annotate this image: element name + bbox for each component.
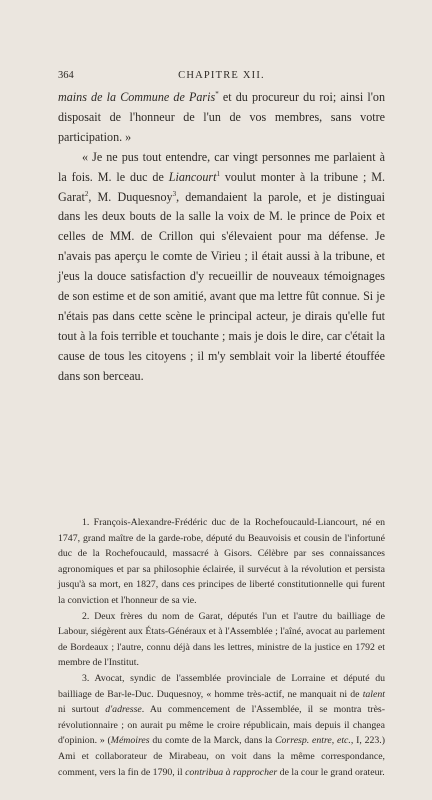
italic-word: d'adresse (105, 704, 142, 716)
italic-name: Liancourt (168, 169, 217, 184)
text-run: , M. Duquesnoy (88, 189, 173, 204)
italic-word: mains de la Commune de Paris (58, 90, 216, 104)
main-text (58, 88, 385, 387)
text-run: , demandaient la parole, et je distinguai dans les deux bouts de la salle la voix de M. le prince de Poix et celles de MM. de Crillon qui s'élevaient pour ma défense. Je n'avais pas aperçu le comte de Virieu ; il était aussi à la tribune, et j'eus la douce satisfaction d'y recueillir de nouveaux témoignages de son estime et de son amitié, avant que ma lettre fût connue. Si je n'étais pas dans cette scène le principal acteur, je dirais qu'elle fut tout à la fois terrible et touchante ; mais je dois le dire, car c'était la cause de tous les citoyens ; il m'y semblait voir la liberté étouffée dans son berceau. (58, 189, 385, 383)
text-run: du comte de la Marck, dans la (149, 735, 275, 747)
footnote-3 (58, 671, 385, 780)
page-number: 364 (58, 70, 74, 81)
footnote-1: 1. François-Alexandre-Frédéric duc de la Rochefoucauld-Liancourt, né en 1747, grand maître de la garde-robe, député du Beauvoisis et cousin de l'infortuné duc de la Rochefoucauld, massacré à Gisors. Célèbre par ses connaissances agronomiques et par sa philosophie éclairée, il survécut à la révolution et persista jusqu'à sa mort, en 1827, dans ces principes de liberté constitutionnelle qui furent la conviction et l'honneur de sa vie. (58, 517, 385, 606)
text-run: ni surtout (58, 704, 106, 716)
italic-title: Mémoires (110, 735, 150, 747)
italic-title: Corresp. entre, etc. (275, 735, 351, 747)
text-run: de la cour le grand orateur. (277, 766, 385, 778)
text-run: . Au commencement de l'Assemblée, il se montra très-révolutionnaire ; on aurait pu même le croire républicain, mais depuis il changea d'opinion. » ( (58, 704, 385, 747)
footnote-ref-2: 2 (84, 189, 89, 198)
footnote-2: 2. Deux frères du nom de Garat, députés l'un et l'autre du bailliage de Labour, siégèrent aux États-Généraux et à l'Assemblée ; l'aîné, avocat au parlement de Bordeaux ; l'autre, connu déjà dans les lettres, ministre de la justice en 1792 et membre de l'Institut. (58, 610, 385, 669)
text-run: , I, 223.) Ami et collaborateur de Mirabeau, on voit dans la même correspondance, comment, vers la fin de 1790, il (58, 735, 385, 778)
text-run: 3. Avocat, syndic de l'assemblée provinciale de Lorraine et député du bailliage de Bar-le-Duc. Duquesnoy, « homme très-actif, ne manquait ni de (58, 672, 385, 700)
paragraph-continued (58, 88, 385, 148)
paragraph-quote (58, 148, 385, 387)
footnote-ref: * (215, 90, 219, 98)
chapter-title: CHAPITRE XII. (178, 70, 265, 81)
text-run: et du procureur du roi; ainsi l'on disposait de l'honneur de l'un de vos membres, sans votre participation. » (58, 90, 385, 144)
footnote-ref-3: 3 (172, 189, 177, 198)
running-header (58, 70, 385, 84)
footnotes (58, 515, 385, 780)
text-run: voulut monter à la tribune ; M. Garat (58, 169, 385, 204)
footnote-ref-1: 1 (216, 169, 220, 178)
text-run: « Je ne pus tout entendre, car vingt personnes me parlaient à la fois. M. le duc de (58, 149, 385, 184)
italic-phrase: contribua à rapprocher (185, 766, 278, 778)
italic-word: talent (362, 688, 385, 700)
